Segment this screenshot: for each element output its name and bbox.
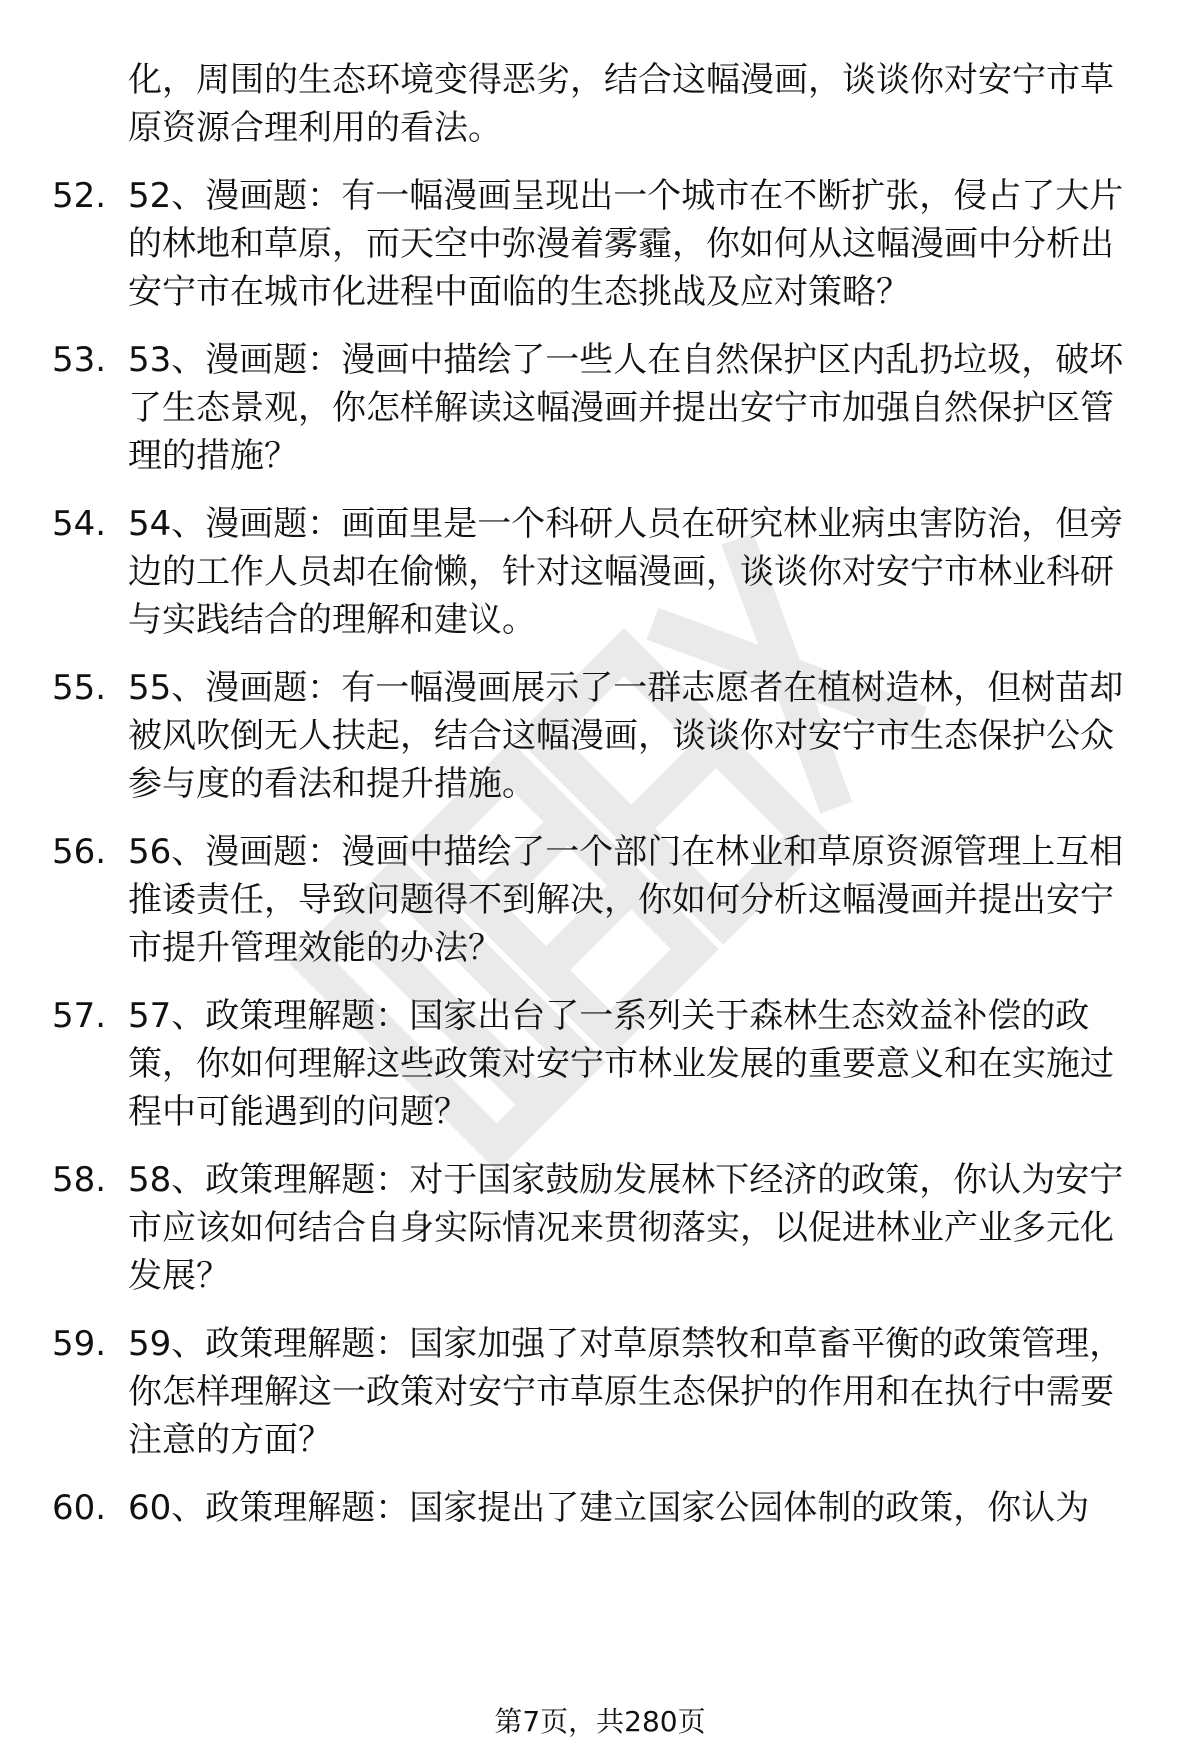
item-number: 55. (52, 668, 107, 708)
item-number: 56. (52, 832, 107, 872)
item-number: 59. (52, 1324, 107, 1364)
item-number: 53. (52, 340, 107, 380)
item-text: 58、政策理解题：对于国家鼓励发展林下经济的政策，你认为安宁市应该如何结合自身实际情况来贯彻落实，以促进林业产业多元化发展？ (128, 1160, 1124, 1296)
item-text: 55、漫画题：有一幅漫画展示了一群志愿者在植树造林，但树苗却被风吹倒无人扶起，结合这幅漫画，谈谈你对安宁市生态保护公众参与度的看法和提升措施。 (128, 668, 1124, 804)
item-number: 60. (52, 1488, 107, 1528)
item-text: 57、政策理解题：国家出台了一系列关于森林生态效益补偿的政策，你如何理解这些政策对安宁市林业发展的重要意义和在实施过程中可能遇到的问题？ (128, 996, 1114, 1132)
item-text: 59、政策理解题：国家加强了对草原禁牧和草畜平衡的政策管理，你怎样理解这一政策对安宁市草原生态保护的作用和在执行中需要注意的方面？ (128, 1324, 1124, 1460)
item-text: 53、漫画题：漫画中描绘了一些人在自然保护区内乱扔垃圾，破坏了生态景观，你怎样解读这幅漫画并提出安宁市加强自然保护区管理的措施？ (128, 340, 1124, 476)
item-number: 58. (52, 1160, 107, 1200)
continuation-paragraph: 化，周围的生态环境变得恶劣，结合这幅漫画，谈谈你对安宁市草原资源合理利用的看法。 (128, 60, 1114, 148)
item-number: 54. (52, 504, 107, 544)
item-number: 57. (52, 996, 107, 1036)
item-number: 52. (52, 176, 107, 216)
page-footer: 第7页，共280页 (494, 1705, 706, 1738)
item-text: 60、政策理解题：国家提出了建立国家公园体制的政策，你认为 (128, 1488, 1090, 1528)
item-text: 52、漫画题：有一幅漫画呈现出一个城市在不断扩张，侵占了大片的林地和草原，而天空中弥漫着雾霾，你如何从这幅漫画中分析出安宁市在城市化进程中面临的生态挑战及应对策略？ (128, 176, 1124, 312)
item-text: 54、漫画题：画面里是一个科研人员在研究林业病虫害防治，但旁边的工作人员却在偷懒，针对这幅漫画，谈谈你对安宁市林业科研与实践结合的理解和建议。 (128, 504, 1124, 640)
item-text: 56、漫画题：漫画中描绘了一个部门在林业和草原资源管理上互相推诿责任，导致问题得不到解决，你如何分析这幅漫画并提出安宁市提升管理效能的办法？ (128, 832, 1124, 968)
